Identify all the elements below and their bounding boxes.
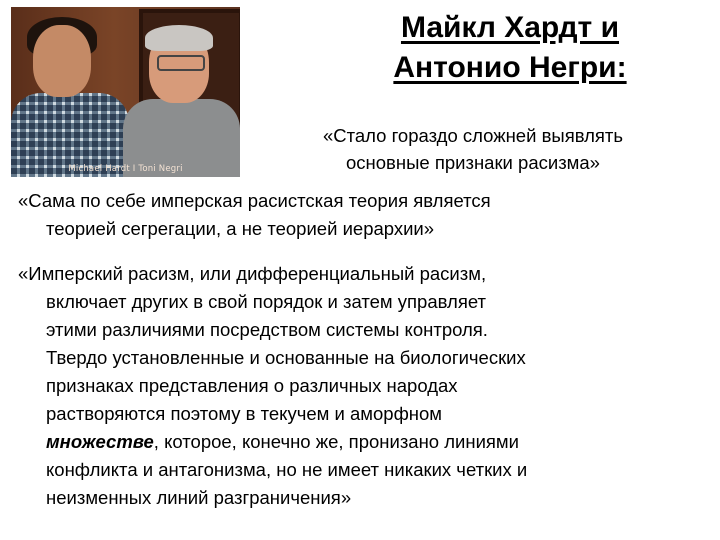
- para2-line-2: включает других в свой порядок и затем управляет: [46, 291, 486, 312]
- para2-line-5: признаках представления о различных народах: [46, 375, 458, 396]
- para2-line-6: растворяются поэтому в текучем и аморфном: [46, 403, 443, 424]
- subquote-line-2: основные признаки расизма»: [346, 152, 600, 173]
- para2-line-7-rest: , которое, конечно же, пронизано линиями: [153, 431, 519, 452]
- emphasized-word: множестве: [46, 431, 154, 452]
- authors-photo: [11, 7, 240, 177]
- quote-paragraph-1: [18, 187, 708, 243]
- para1-line-1: «Сама по себе имперская расистская теория является: [18, 190, 491, 211]
- para2-line-1: «Имперский расизм, или дифференциальный расизм,: [18, 263, 487, 284]
- quote-paragraph-2: [18, 260, 718, 512]
- para2-line-4: Твердо установленные и основанные на биологических: [46, 347, 526, 368]
- photo-caption: Michael Hardt I Toni Negri: [68, 164, 183, 174]
- title-line-1: Майкл Хардт и: [400, 11, 620, 44]
- para2-line-3: этими различиями посредством системы контроля.: [46, 319, 488, 340]
- title-line-2: Антонио Негри:: [393, 51, 627, 84]
- slide-title: [330, 8, 690, 88]
- hardt-head: [33, 25, 91, 97]
- negri-glasses: [157, 55, 205, 71]
- subquote-line-1: «Стало гораздо сложней выявлять: [322, 125, 624, 146]
- para2-line-9: неизменных линий разграничения»: [46, 487, 352, 508]
- para2-line-8: конфликта и антагонизма, но не имеет никаких четких и: [46, 459, 528, 480]
- para1-line-2: теорией сегрегации, а не теорией иерархии»: [46, 218, 435, 239]
- negri-hair: [145, 25, 213, 51]
- subtitle-quote: [258, 122, 688, 176]
- para2-line-7: [18, 428, 718, 456]
